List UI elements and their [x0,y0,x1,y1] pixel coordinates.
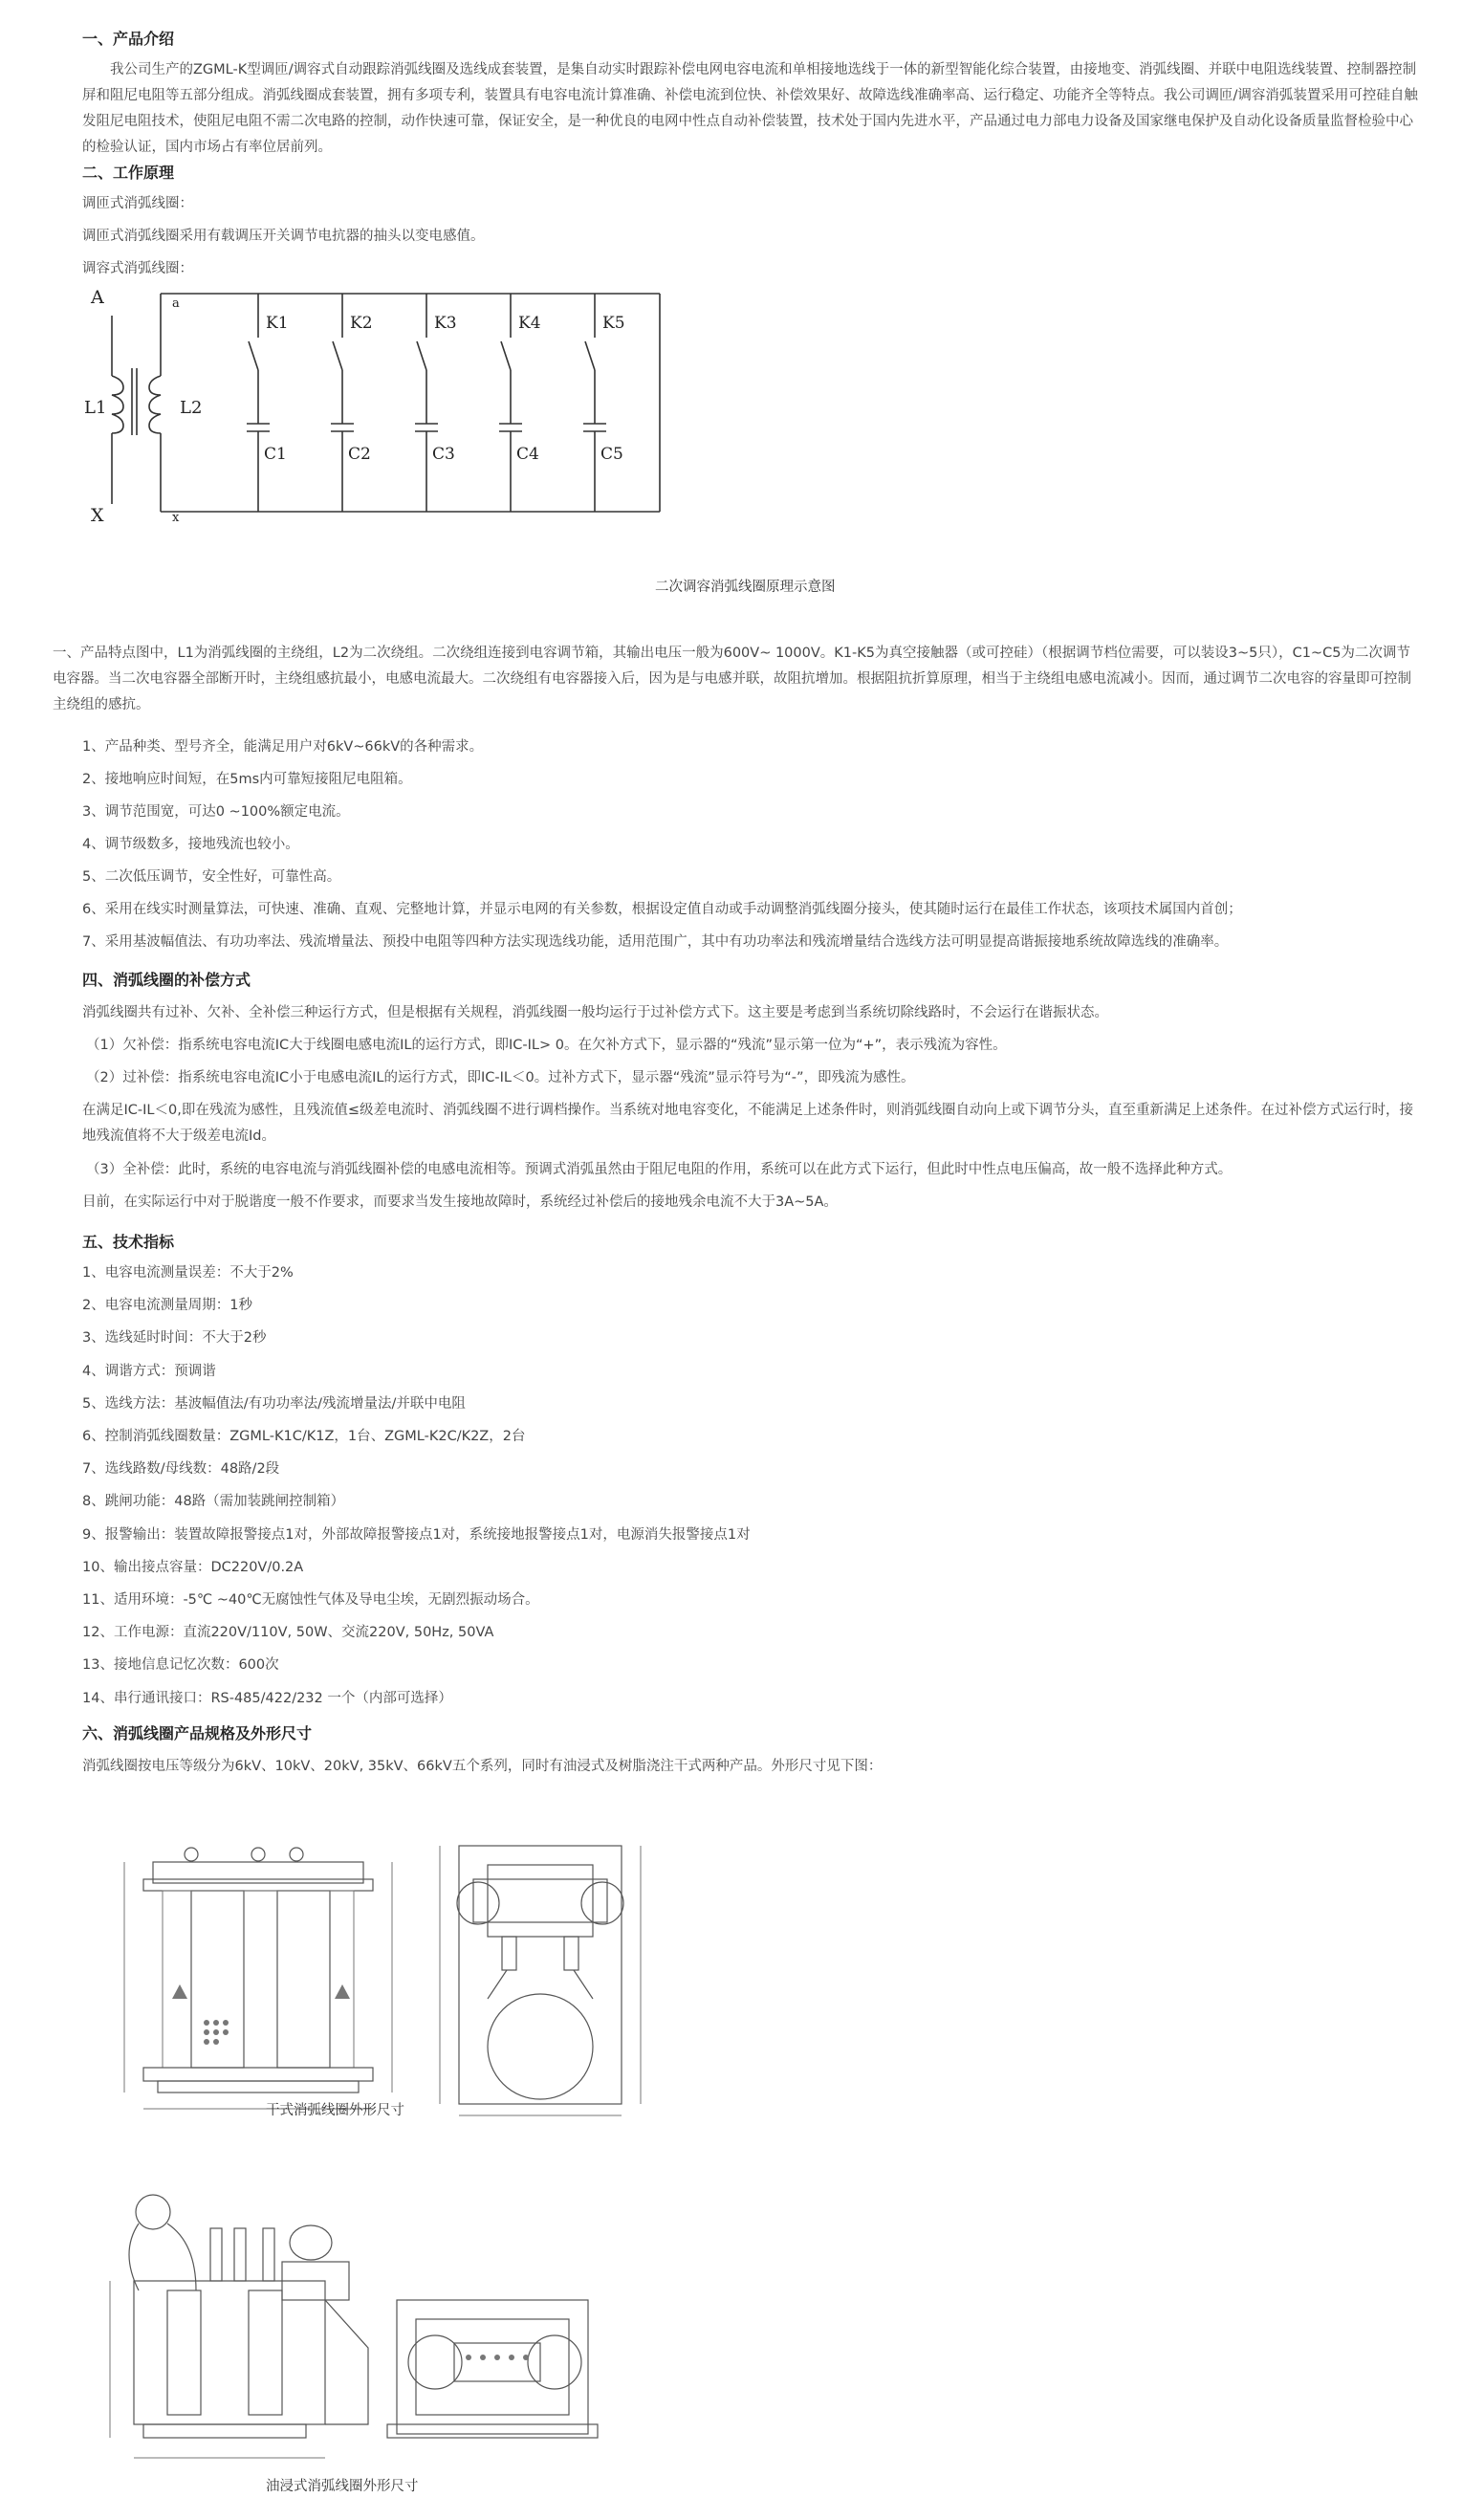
switch-contact [417,341,426,370]
feature-item-2: 2、接地响应时间短，在5ms内可靠短接阻尼电阻箱。 [82,772,412,787]
capacitor-label: C4 [516,445,539,464]
compensation-p1: 消弧线圈共有过补、欠补、全补偿三种运行方式，但是根据有关规程，消弧线圈一般均运行于过补偿方式下。这主要是考虑到当系统切除线路时，不会运行在谐振状态。 [82,1005,1108,1020]
capacitor-label: C1 [264,445,287,464]
switch-label: K3 [434,314,457,333]
circuit-caption: 二次调容消弧线圈原理示意图 [655,580,836,595]
compensation-p4: 在满足IC-IL＜0,即在残流为感性，且残流值≤级差电流时、消弧线圈不进行调档操作。当系统对地电容变化，不能满足上述条件时，则消弧线圈自动向上或下调节分头，直至重新满足上述条件。在过补偿方式运行时，接地残流值将不大于级差电流Id。 [82,1103,1413,1144]
switch-label: K4 [518,314,541,333]
capacitor-label: C2 [348,445,371,464]
dry-type-side-drawing [421,1827,669,2123]
switch-label: K1 [266,314,289,333]
primary-coil [112,376,123,433]
switch-contact [501,341,511,370]
oil-type-front-drawing [91,2185,387,2472]
section-heading-principle: 二、工作原理 [82,164,175,182]
spec-item: 11、适用环境：-5℃ ~40℃无腐蚀性气体及导电尘埃，无剧烈振动场合。 [82,1592,539,1608]
compensation-p6: 目前，在实际运行中对于脱谐度一般不作要求，而要求当发生接地故障时，系统经过补偿后的接地残余电流不大于3A~5A。 [82,1194,838,1210]
compensation-p2: （1）欠补偿：指系统电容电流IC大于线圈电感电流IL的运行方式，即IC-IL> 0。在欠补方式下，显示器的“残流”显示第一位为“+”，表示残流为容性。 [86,1038,1007,1053]
spec-item: 12、工作电源：直流220V/110V, 50W、交流220V, 50Hz, 50VA [82,1625,494,1641]
switch-label: K5 [602,314,625,333]
compensation-p3: （2）过补偿：指系统电容电流IC小于电感电流IL的运行方式，即IC-IL＜0。过补方式下，显示器“残流”显示符号为“-”，即残流为感性。 [86,1070,915,1085]
features-intro-text: 一、产品特点图中，L1为消弧线圈的主绕组，L2为二次绕组。二次绕组连接到电容调节箱，其输出电压一般为600V~ 1000V。K1-K5为真空接触器（或可控硅）（根据调节档位需要，可以装设3~5只），C1~C5为二次调节电容器。当二次电容器全部断开时，主绕组感抗最小，电感电流最大。二次绕组有电容器接入后，因为是与电感并联，故阻抗增加。根据阻抗折算原理，相当于主绕组电感电流减小。因而，通过调节二次电容的容量即可控制主绕组的感抗。 [53,646,1411,712]
spec-item: 8、跳闸功能：48路（需加装跳闸控制箱） [82,1494,345,1510]
oil-type-top-drawing [378,2290,617,2453]
capacitor-label: C3 [432,445,455,464]
circuit-diagram [57,282,708,540]
label-a: a [172,296,180,311]
switch-contact [585,341,595,370]
label-L2: L2 [180,398,203,418]
section-heading-compensation: 四、消弧线圈的补偿方式 [82,971,251,989]
principle-line-3: 调容式消弧线圈： [82,261,193,276]
spec-item: 9、报警输出：装置故障报警接点1对，外部故障报警接点1对，系统接地报警接点1对，电源消失报警接点1对 [82,1526,751,1543]
capacitor-label: C5 [600,445,623,464]
label-A: A [91,287,104,308]
switch-contact [333,341,342,370]
label-x: x [172,511,180,525]
compensation-p5: （3）全补偿：此时，系统的电容电流与消弧线圈补偿的电感电流相等。预调式消弧虽然由于阻尼电阻的作用，系统可以在此方式下运行，但此时中性点电压偏高，故一般不选择此种方式。 [86,1162,1233,1177]
dry-type-front-drawing [105,1841,411,2128]
section-heading-specs: 五、技术指标 [82,1233,175,1251]
spec-item: 10、输出接点容量：DC220V/0.2A [82,1559,304,1575]
oil-type-caption: 油浸式消弧线圈外形尺寸 [266,2479,419,2494]
feature-item-7: 7、采用基波幅值法、有功功率法、残流增量法、预投中电阻等四种方法实现选线功能，适用范围广，其中有功功率法和残流增量结合选线方法可明显提高谐振接地系统故障选线的准确率。 [82,934,1229,950]
section-heading-intro: 一、产品介绍 [82,30,175,48]
spec-item: 14、串行通讯接口：RS-485/422/232 一个（内部可选择） [82,1690,452,1706]
switch-contact [249,341,258,370]
feature-item-1: 1、产品种类、型号齐全，能满足用户对6kV~66kV的各种需求。 [82,739,484,755]
spec-item: 1、电容电流测量误差：不大于2% [82,1265,294,1281]
spec-item: 2、电容电流测量周期：1秒 [82,1298,252,1314]
feature-item-3: 3、调节范围宽，可达0 ~100%额定电流。 [82,804,350,820]
secondary-coil [149,376,161,433]
intro-paragraph: 我公司生产的ZGML-K型调匝/调容式自动跟踪消弧线圈及选线成套装置，是集自动实时跟踪补偿电网电容电流和单相接地选线于一体的新型智能化综合装置，由接地变、消弧线圈、并联中电阻选线装置、控制器控制屏和阻尼电阻等五部分组成。消弧线圈成套装置，拥有多项专利，装置具有电容电流计算准确、补偿电流到位快、补偿效果好、故障选线准确率高、运行稳定、功能齐全等特点。我公司调匝/调容消弧装置采用可控硅自触发阻尼电阻技术，使阻尼电阻不需二次电路的控制，动作快速可靠，保证安全，是一种优良的电网中性点自动补偿装置，技术处于国内先进水平，产品通过电力部电力设备及国家继电保护及自动化设备质量监督检验中心的检验认证，国内市场占有率位居前列。 [82,62,1418,155]
switch-label: K2 [350,314,373,333]
label-X: X [91,505,104,526]
spec-item: 6、控制消弧线圈数量：ZGML-K1C/K1Z，1台、ZGML-K2C/K2Z，2台 [82,1429,526,1444]
spec-item: 3、选线延时时间：不大于2秒 [82,1330,267,1347]
dimensions-paragraph: 消弧线圈按电压等级分为6kV、10kV、20kV, 35kV、66kV五个系列，同时有油浸式及树脂浇注干式两种产品。外形尺寸见下图： [82,1759,883,1774]
spec-item: 5、选线方法：基波幅值法/有功功率法/残流增量法/并联中电阻 [82,1395,466,1412]
section-heading-dimensions: 六、消弧线圈产品规格及外形尺寸 [82,1724,313,1742]
branches [247,294,625,512]
spec-item: 7、选线路数/母线数：48路/2段 [82,1461,280,1478]
feature-item-6: 6、采用在线实时测量算法，可快速、准确、直观、完整地计算，并显示电网的有关参数，根据设定值自动或手动调整消弧线圈分接头，使其随时运行在最佳工作状态，该项技术属国内首创； [82,902,1242,917]
principle-line-1: 调匝式消弧线圈： [82,196,193,211]
dry-type-caption: 干式消弧线圈外形尺寸 [266,2103,404,2118]
features-intro [53,641,1420,718]
spec-item: 13、接地信息记忆次数：600次 [82,1657,279,1674]
spec-item: 4、调谐方式：预调谐 [82,1363,216,1379]
feature-item-4: 4、调节级数多，接地残流也较小。 [82,837,299,852]
label-L1: L1 [84,398,107,418]
principle-line-2: 调匝式消弧线圈采用有载调压开关调节电抗器的抽头以变电感值。 [82,229,485,244]
feature-item-5: 5、二次低压调节，安全性好，可靠性高。 [82,869,341,885]
